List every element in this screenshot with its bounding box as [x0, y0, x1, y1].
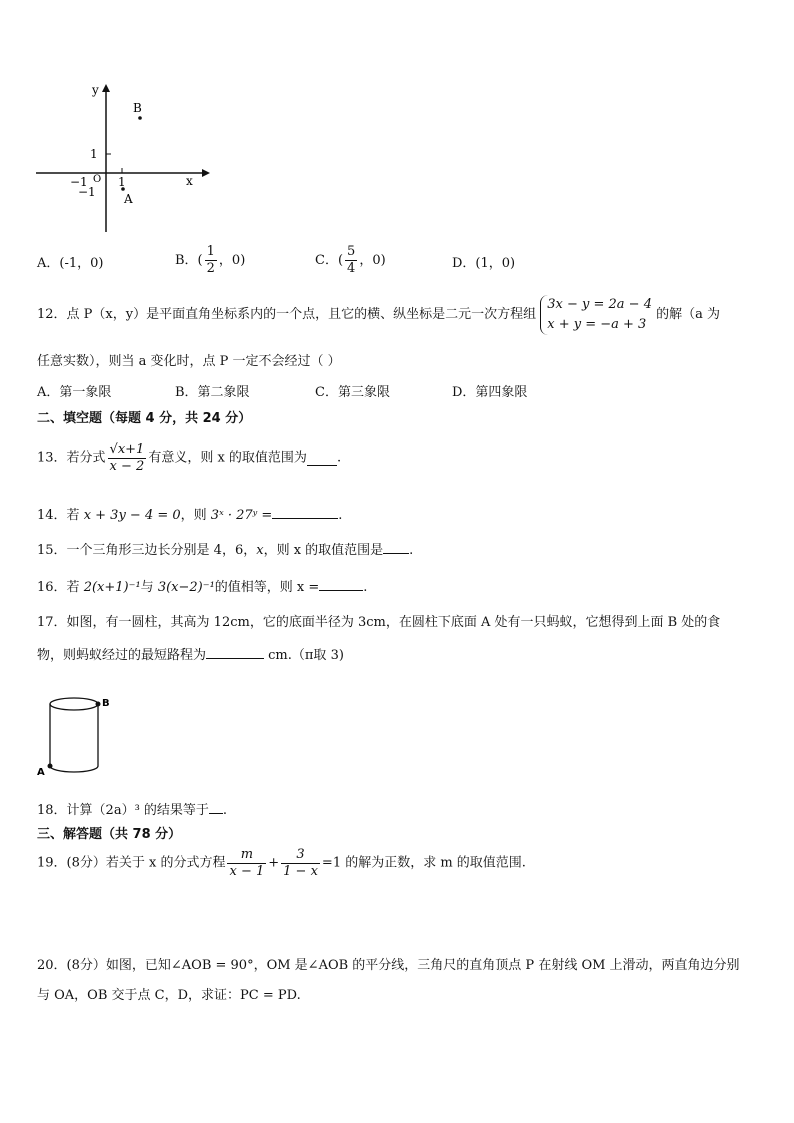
q12-line2: 任意实数），则当 a 变化时，点 P 一定不会经过（ ） — [37, 354, 341, 369]
tick-label-x-1: 1 — [118, 175, 126, 189]
q13-den: x − 2 — [109, 459, 145, 474]
q18 — [37, 800, 227, 820]
cylinder-top-ellipse — [50, 698, 98, 710]
q17-line2-lead: 物，则蚂蚁经过的最短路程为 — [37, 648, 207, 663]
q12-lead: 12．点 P（x，y）是平面直角坐标系内的一个点，且它的横、纵坐标是二元一次方程组 — [37, 307, 537, 322]
tick-label-x-neg1: −1 — [70, 175, 88, 189]
q13-answer-blank[interactable] — [307, 452, 337, 466]
q18-text: 18．计算（2a）³ 的结果等于 — [37, 803, 209, 818]
q16-end: . — [363, 580, 368, 595]
q17-line1: 17．如图，有一圆柱，其高为 12cm，它的底面半径为 3cm，在圆柱下底面 A 处有一只蚂蚁，它想得到上面 B 处的食 — [37, 615, 721, 630]
q19 — [37, 847, 526, 880]
q11-option-a: A．(-1，0) — [37, 256, 104, 271]
q12-tail: 的解（a 为 — [656, 307, 720, 322]
q17-line2 — [37, 645, 344, 665]
q15-answer-blank[interactable] — [383, 540, 409, 554]
q14-mid: ，则 — [180, 508, 211, 523]
q20-line1: 20．(8分）如图，已知∠AOB = 90°，OM 是∠AOB 的平分线，三角尺的直角顶点 P 在射线 OM 上滑动，两直角边分别 — [37, 958, 740, 973]
q17-line2-tail: cm.（π取 3) — [264, 648, 344, 663]
q13-end: . — [336, 450, 342, 466]
q15-lead: 15．一个三角形三边长分别是 4，6， — [37, 543, 257, 558]
q19-f1-den: x − 1 — [229, 864, 265, 879]
q18-answer-blank[interactable] — [209, 800, 223, 814]
q11-option-b-suffix: ，0) — [218, 253, 246, 268]
q11-option-c — [315, 244, 386, 277]
q13-fraction — [108, 442, 147, 475]
q13-num: √x+1 — [109, 442, 145, 457]
q13 — [37, 442, 341, 475]
q19-plus: + — [268, 855, 280, 871]
cylinder-label-a: A — [37, 767, 45, 778]
point-b-label: B — [133, 101, 142, 115]
q12-equation-system — [540, 295, 652, 335]
q11-option-d: D．(1，0) — [452, 256, 516, 271]
q16-tail: 的值相等，则 x = — [214, 580, 320, 595]
cylinder-point-a-dot — [48, 764, 53, 769]
q15-end: . — [409, 543, 414, 558]
cylinder-point-b-dot — [96, 702, 101, 707]
q19-f2-den: 1 − x — [283, 864, 318, 879]
q14-expr: x + 3y − 4 = 0 — [83, 508, 181, 523]
q19-lead: 19．(8分）若关于 x 的分式方程 — [37, 855, 226, 871]
q19-f1-num: m — [227, 847, 266, 864]
y-axis-arrow — [102, 84, 110, 92]
x-axis-label: x — [186, 174, 193, 188]
q12-option-c: C．第三象限 — [315, 385, 390, 400]
q16-expr1: 2(x+1)⁻¹ — [83, 580, 141, 595]
x-axis-arrow — [202, 169, 210, 177]
q16-mid: 与 — [140, 580, 158, 595]
q11-option-c-num: 5 — [347, 244, 356, 259]
q13-lead: 13．若分式 — [37, 450, 106, 466]
q16 — [37, 577, 367, 597]
origin-label: O — [93, 174, 102, 185]
q16-lead: 16．若 — [37, 580, 84, 595]
q11-option-b-num: 1 — [206, 244, 215, 259]
q12-line1 — [37, 295, 720, 335]
q13-tail: 有意义，则 x 的取值范围为 — [148, 450, 307, 466]
q11-option-b-prefix: B．( — [175, 253, 203, 268]
q12-eq1: 3x − y = 2a − 4 — [547, 297, 652, 312]
point-b-dot — [138, 116, 142, 120]
q19-f2-num: 3 — [281, 847, 320, 864]
q12-eq2: x + y = −a + 3 — [547, 317, 647, 332]
y-axis-label: y — [92, 83, 99, 97]
q17-answer-blank[interactable] — [206, 645, 264, 659]
coordinate-graph — [30, 78, 210, 238]
q15-var: x — [256, 543, 264, 558]
point-a-label: A — [124, 192, 133, 206]
q14-lead: 14．若 — [37, 508, 84, 523]
q16-answer-blank[interactable] — [319, 577, 363, 591]
q11-option-c-fraction — [345, 244, 357, 277]
tick-label-y-neg1: −1 — [78, 185, 96, 199]
cylinder-figure — [34, 690, 124, 782]
q14-end: . — [338, 508, 343, 523]
q15-tail: ，则 x 的取值范围是 — [263, 543, 384, 558]
q11-option-c-prefix: C．( — [315, 253, 344, 268]
q14-answer-blank[interactable] — [272, 505, 338, 519]
cylinder-bottom-arc — [50, 766, 98, 772]
q11-option-b — [175, 244, 245, 277]
q12-option-b: B．第二象限 — [175, 385, 250, 400]
q15 — [37, 540, 413, 560]
q19-tail: =1 的解为正数，求 m 的取值范围. — [321, 855, 526, 871]
q14-expr2: 3ˣ · 27ʸ = — [210, 508, 273, 523]
q11-option-c-den: 4 — [347, 261, 356, 276]
q11-option-b-den: 2 — [206, 261, 215, 276]
q11-option-b-fraction — [205, 244, 217, 277]
q11-option-c-suffix: ，0) — [359, 253, 386, 268]
tick-label-y-1: 1 — [90, 147, 98, 161]
cylinder-label-b: B — [102, 698, 110, 709]
q14 — [37, 505, 342, 525]
q19-fraction-2 — [281, 847, 320, 880]
q18-end: . — [222, 803, 228, 818]
section-2-heading: 二、填空题（每题 4 分，共 24 分） — [37, 411, 252, 426]
q20-line2: 与 OA，OB 交于点 C，D，求证：PC = PD. — [37, 988, 301, 1003]
q12-option-a: A．第一象限 — [37, 385, 112, 400]
q16-expr2: 3(x−2)⁻¹ — [157, 580, 215, 595]
q19-fraction-1 — [227, 847, 266, 880]
q12-option-d: D．第四象限 — [452, 385, 528, 400]
section-3-heading: 三、解答题（共 78 分） — [37, 827, 182, 842]
